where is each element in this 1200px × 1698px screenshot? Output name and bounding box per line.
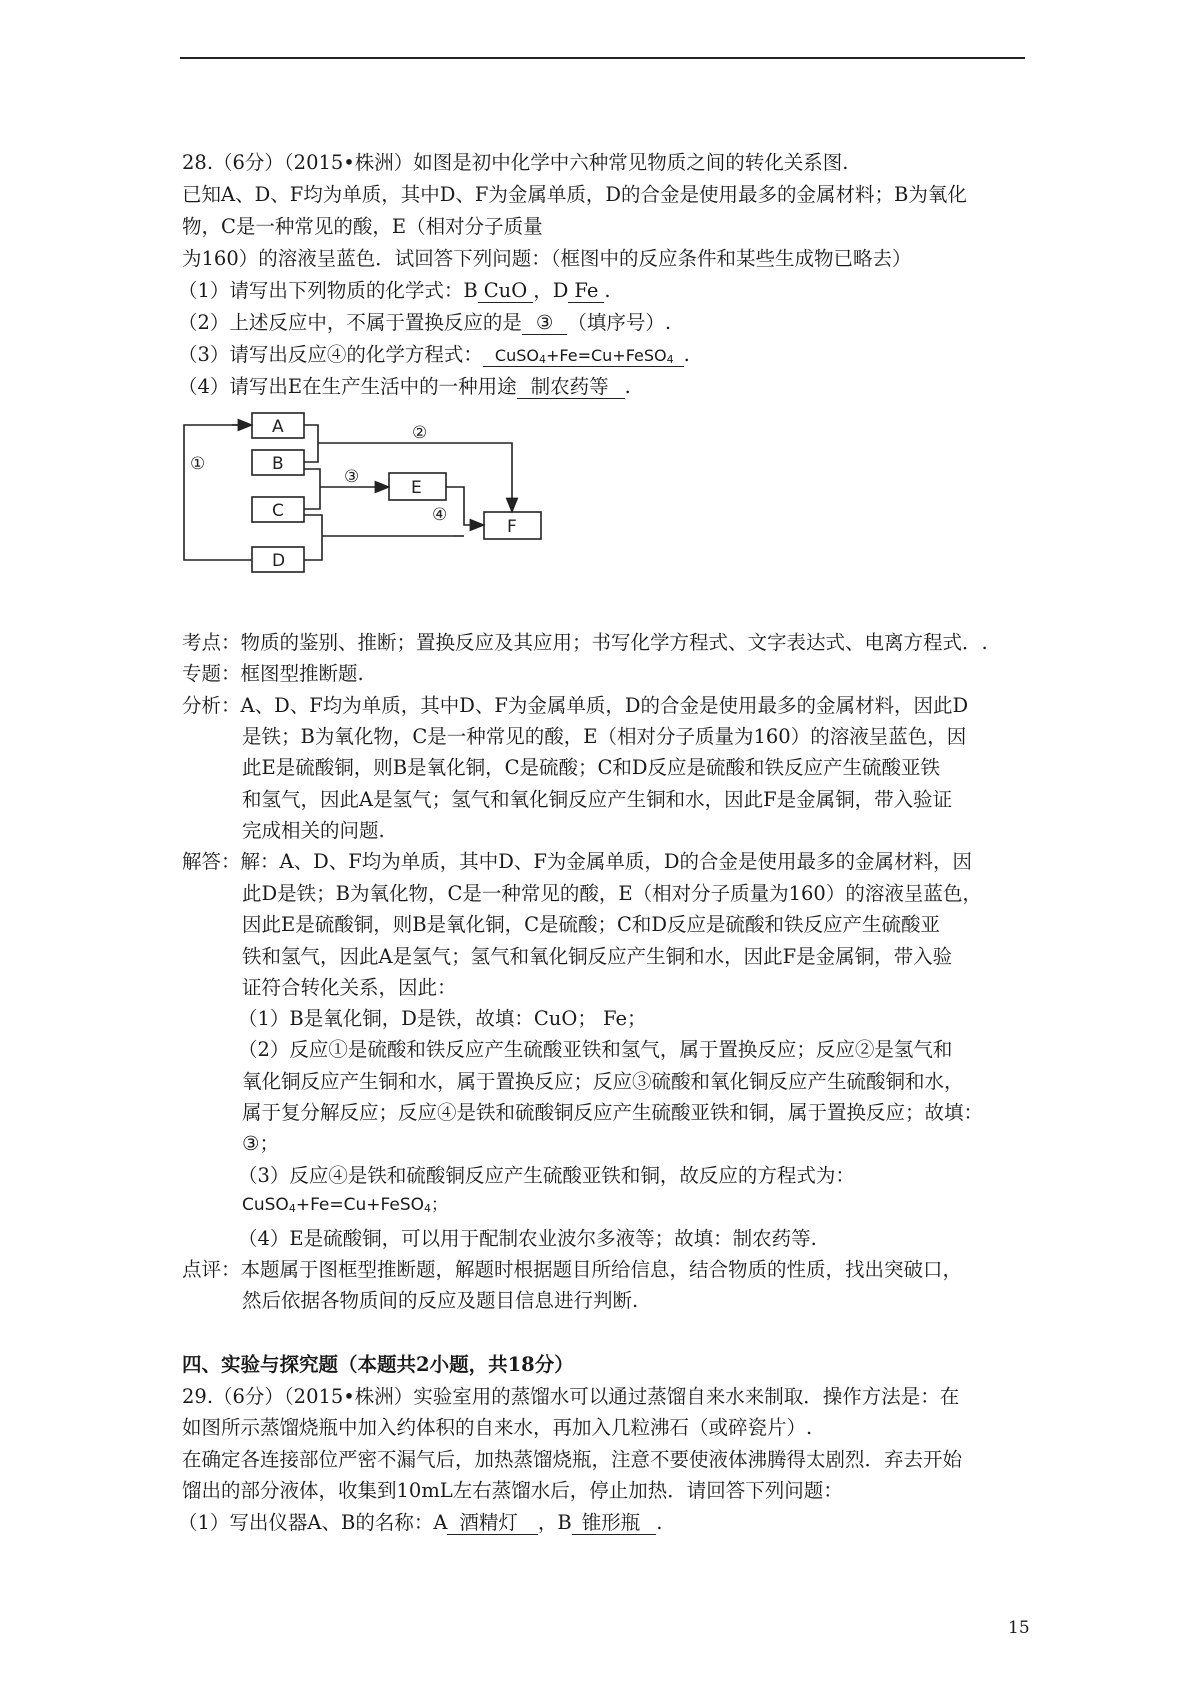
q28-answer-2: ③ — [522, 313, 567, 335]
q28-answer-d: Fe — [568, 281, 604, 303]
q28-answer-3-part-a: CuSO — [494, 346, 539, 365]
q28-part-1-end: . — [604, 279, 611, 302]
section-4-title: 四、实验与探究题（本题共2小题，共18分） — [182, 1353, 574, 1376]
reaction-4-label: ④ — [432, 505, 448, 525]
q28-part-4-prompt: （4）请写出E在生产生活中的一种用途 — [178, 375, 517, 398]
fenxi-line-3: 此E是硫酸铜，则B是氧化铜，C是硫酸；C和D反应是硫酸和铁反应产生硫酸亚铁 — [242, 756, 941, 779]
q29-line-4: 馏出的部分液体，收集到10mL左右蒸馏水后，停止加热．请回答下列问题： — [182, 1479, 843, 1502]
fenxi-line-1: 分析：A、D、F均为单质，其中D、F为金属单质，D的合金是使用最多的金属材料，因此D — [182, 694, 969, 717]
q28-stem-line-2: 已知A、D、F均为单质，其中D、F为金属单质，D的合金是使用最多的金属材料；B为氧化 — [182, 183, 967, 206]
q28-answer-4: 制农药等 — [517, 377, 625, 399]
box-e-label: E — [411, 478, 422, 498]
jieda-equation-sub-2: 4 — [424, 1202, 431, 1215]
reaction-4-path — [446, 487, 484, 525]
jieda-equation — [242, 1197, 448, 1214]
jieda-equation-part-a: CuSO — [242, 1195, 289, 1215]
q29-part-1 — [178, 1513, 662, 1535]
q28-stem-line-4: 为160）的溶液呈蓝色．试回答下列问题：（框图中的反应条件和某些生成物已略去） — [182, 247, 912, 270]
q28-part-4-end: . — [624, 375, 631, 398]
jieda-line-8: 氧化铜反应产生铜和水，属于置换反应；反应③硫酸和氧化铜反应产生硫酸铜和水， — [242, 1070, 964, 1093]
jieda-line-9: 属于复分解反应；反应④是铁和硫酸铜反应产生硫酸亚铁和铜，属于置换反应；故填： — [242, 1101, 984, 1124]
reaction-1-label: ① — [190, 454, 206, 474]
q28-stem-line-3: 物，C是一种常见的酸，E（相对分子质量 — [182, 215, 543, 238]
q28-header: 28.（6分）（2015•株洲）如图是初中化学中六种常见物质之间的转化关系图. — [182, 151, 849, 174]
q28-part-1-mid: ，D — [533, 279, 569, 302]
jieda-line-2: 此D是铁；B为氧化物，C是一种常见的酸，E（相对分子质量为160）的溶液呈蓝色， — [242, 882, 982, 905]
jieda-equation-part-b: +Fe=Cu+FeSO — [295, 1195, 424, 1215]
q28-part-3-prompt: （3）请写出反应④的化学方程式： — [178, 343, 483, 366]
page-number: 15 — [1008, 1618, 1030, 1638]
fenxi-line-5: 完成相关的问题. — [242, 819, 385, 842]
q28-part-2-prompt: （2）上述反应中，不属于置换反应的是 — [178, 311, 522, 334]
dianping-line-2: 然后依据各物质间的反应及题目信息进行判断. — [242, 1289, 639, 1312]
q29-part-1-mid: ，B — [537, 1511, 572, 1534]
q28-answer-3-sub-1: 4 — [538, 353, 546, 366]
kaodian: 考点：物质的鉴别、推断；置换反应及其应用；书写化学方程式、文字表达式、电离方程式．. — [182, 631, 988, 654]
jieda-line-7: （2）反应①是硫酸和铁反应产生硫酸亚铁和氢气，属于置换反应；反应②是氢气和 — [238, 1038, 953, 1061]
dianping-line-1: 点评：本题属于图框型推断题，解题时根据题目所给信息，结合物质的性质，找出突破口， — [182, 1258, 963, 1281]
q29-line-2: 如图所示蒸馏烧瓶中加入约体积的自来水，再加入几粒沸石（或碎瓷片）. — [182, 1416, 813, 1439]
q29-line-3: 在确定各连接部位严密不漏气后，加热蒸馏烧瓶，注意不要使液体沸腾得太剧烈．弃去开始 — [182, 1448, 963, 1471]
jieda-line-3: 因此E是硫酸铜，则B是氧化铜，C是硫酸；C和D反应是硫酸和铁反应产生硫酸亚 — [242, 913, 941, 936]
q28-part-3-end: . — [683, 343, 690, 366]
reaction-3-label: ③ — [344, 467, 360, 487]
q28-part-3 — [178, 345, 690, 367]
box-c-label: C — [272, 501, 284, 521]
reaction-1-path — [184, 425, 252, 560]
jieda-line-1: 解答：解：A、D、F均为单质，其中D、F为金属单质，D的合金是使用最多的金属材料，因 — [182, 850, 973, 873]
jieda-line-11: （3）反应④是铁和硫酸铜反应产生硫酸亚铁和铜，故反应的方程式为： — [238, 1164, 855, 1187]
fenxi-line-4: 和氢气，因此A是氢气；氢气和氧化铜反应产生铜和水，因此F是金属铜，带入验证 — [242, 788, 953, 811]
header-rule — [180, 57, 1025, 59]
q29-line-1: 29.（6分）（2015•株洲）实验室用的蒸馏水可以通过蒸馏自来水来制取．操作方法是：在 — [182, 1385, 960, 1408]
q28-part-2 — [178, 313, 671, 335]
q29-answer-b: 锥形瓶 — [572, 1513, 657, 1535]
q29-part-1-end: . — [656, 1511, 663, 1534]
q28-answer-3-part-b: +Fe=Cu+FeSO — [545, 346, 667, 365]
zhuanti: 专题：框图型推断题. — [182, 662, 364, 685]
q28-answer-3 — [483, 348, 684, 367]
reaction-2-label: ② — [412, 423, 428, 443]
box-f-label: F — [507, 517, 517, 537]
q28-part-1-prompt: （1）请写出下列物质的化学式：B — [178, 279, 478, 302]
box-a-label: A — [272, 417, 284, 437]
jieda-line-4: 铁和氢气，因此A是氢气；氢气和氧化铜反应产生铜和水，因此F是金属铜，带入验 — [242, 945, 953, 968]
jieda-line-10: ③； — [242, 1132, 279, 1155]
jieda-equation-end: ； — [431, 1195, 448, 1215]
q28-answer-b: CuO — [478, 281, 533, 303]
q28-part-2-end: （填序号）. — [567, 311, 672, 334]
jieda-line-13: （4）E是硫酸铜，可以用于配制农业波尔多液等；故填：制农药等. — [238, 1227, 817, 1250]
q28-part-4 — [178, 377, 631, 399]
q29-part-1-prompt: （1）写出仪器A、B的名称：A — [178, 1511, 448, 1534]
box-b-label: B — [272, 454, 284, 474]
q29-answer-a: 酒精灯 — [447, 1513, 538, 1535]
jieda-line-5: 证符合转化关系，因此： — [242, 976, 457, 999]
q28-part-1 — [178, 281, 611, 303]
q28-answer-3-sub-2: 4 — [666, 353, 674, 366]
jieda-equation-sub-1: 4 — [288, 1202, 296, 1215]
jieda-line-6: （1）B是氧化铜，D是铁，故填：CuO； Fe； — [238, 1007, 647, 1030]
box-d-label: D — [272, 551, 286, 571]
conversion-diagram — [182, 405, 562, 590]
fenxi-line-2: 是铁；B为氧化物，C是一种常见的酸，E（相对分子质量为160）的溶液呈蓝色，因 — [242, 725, 967, 748]
